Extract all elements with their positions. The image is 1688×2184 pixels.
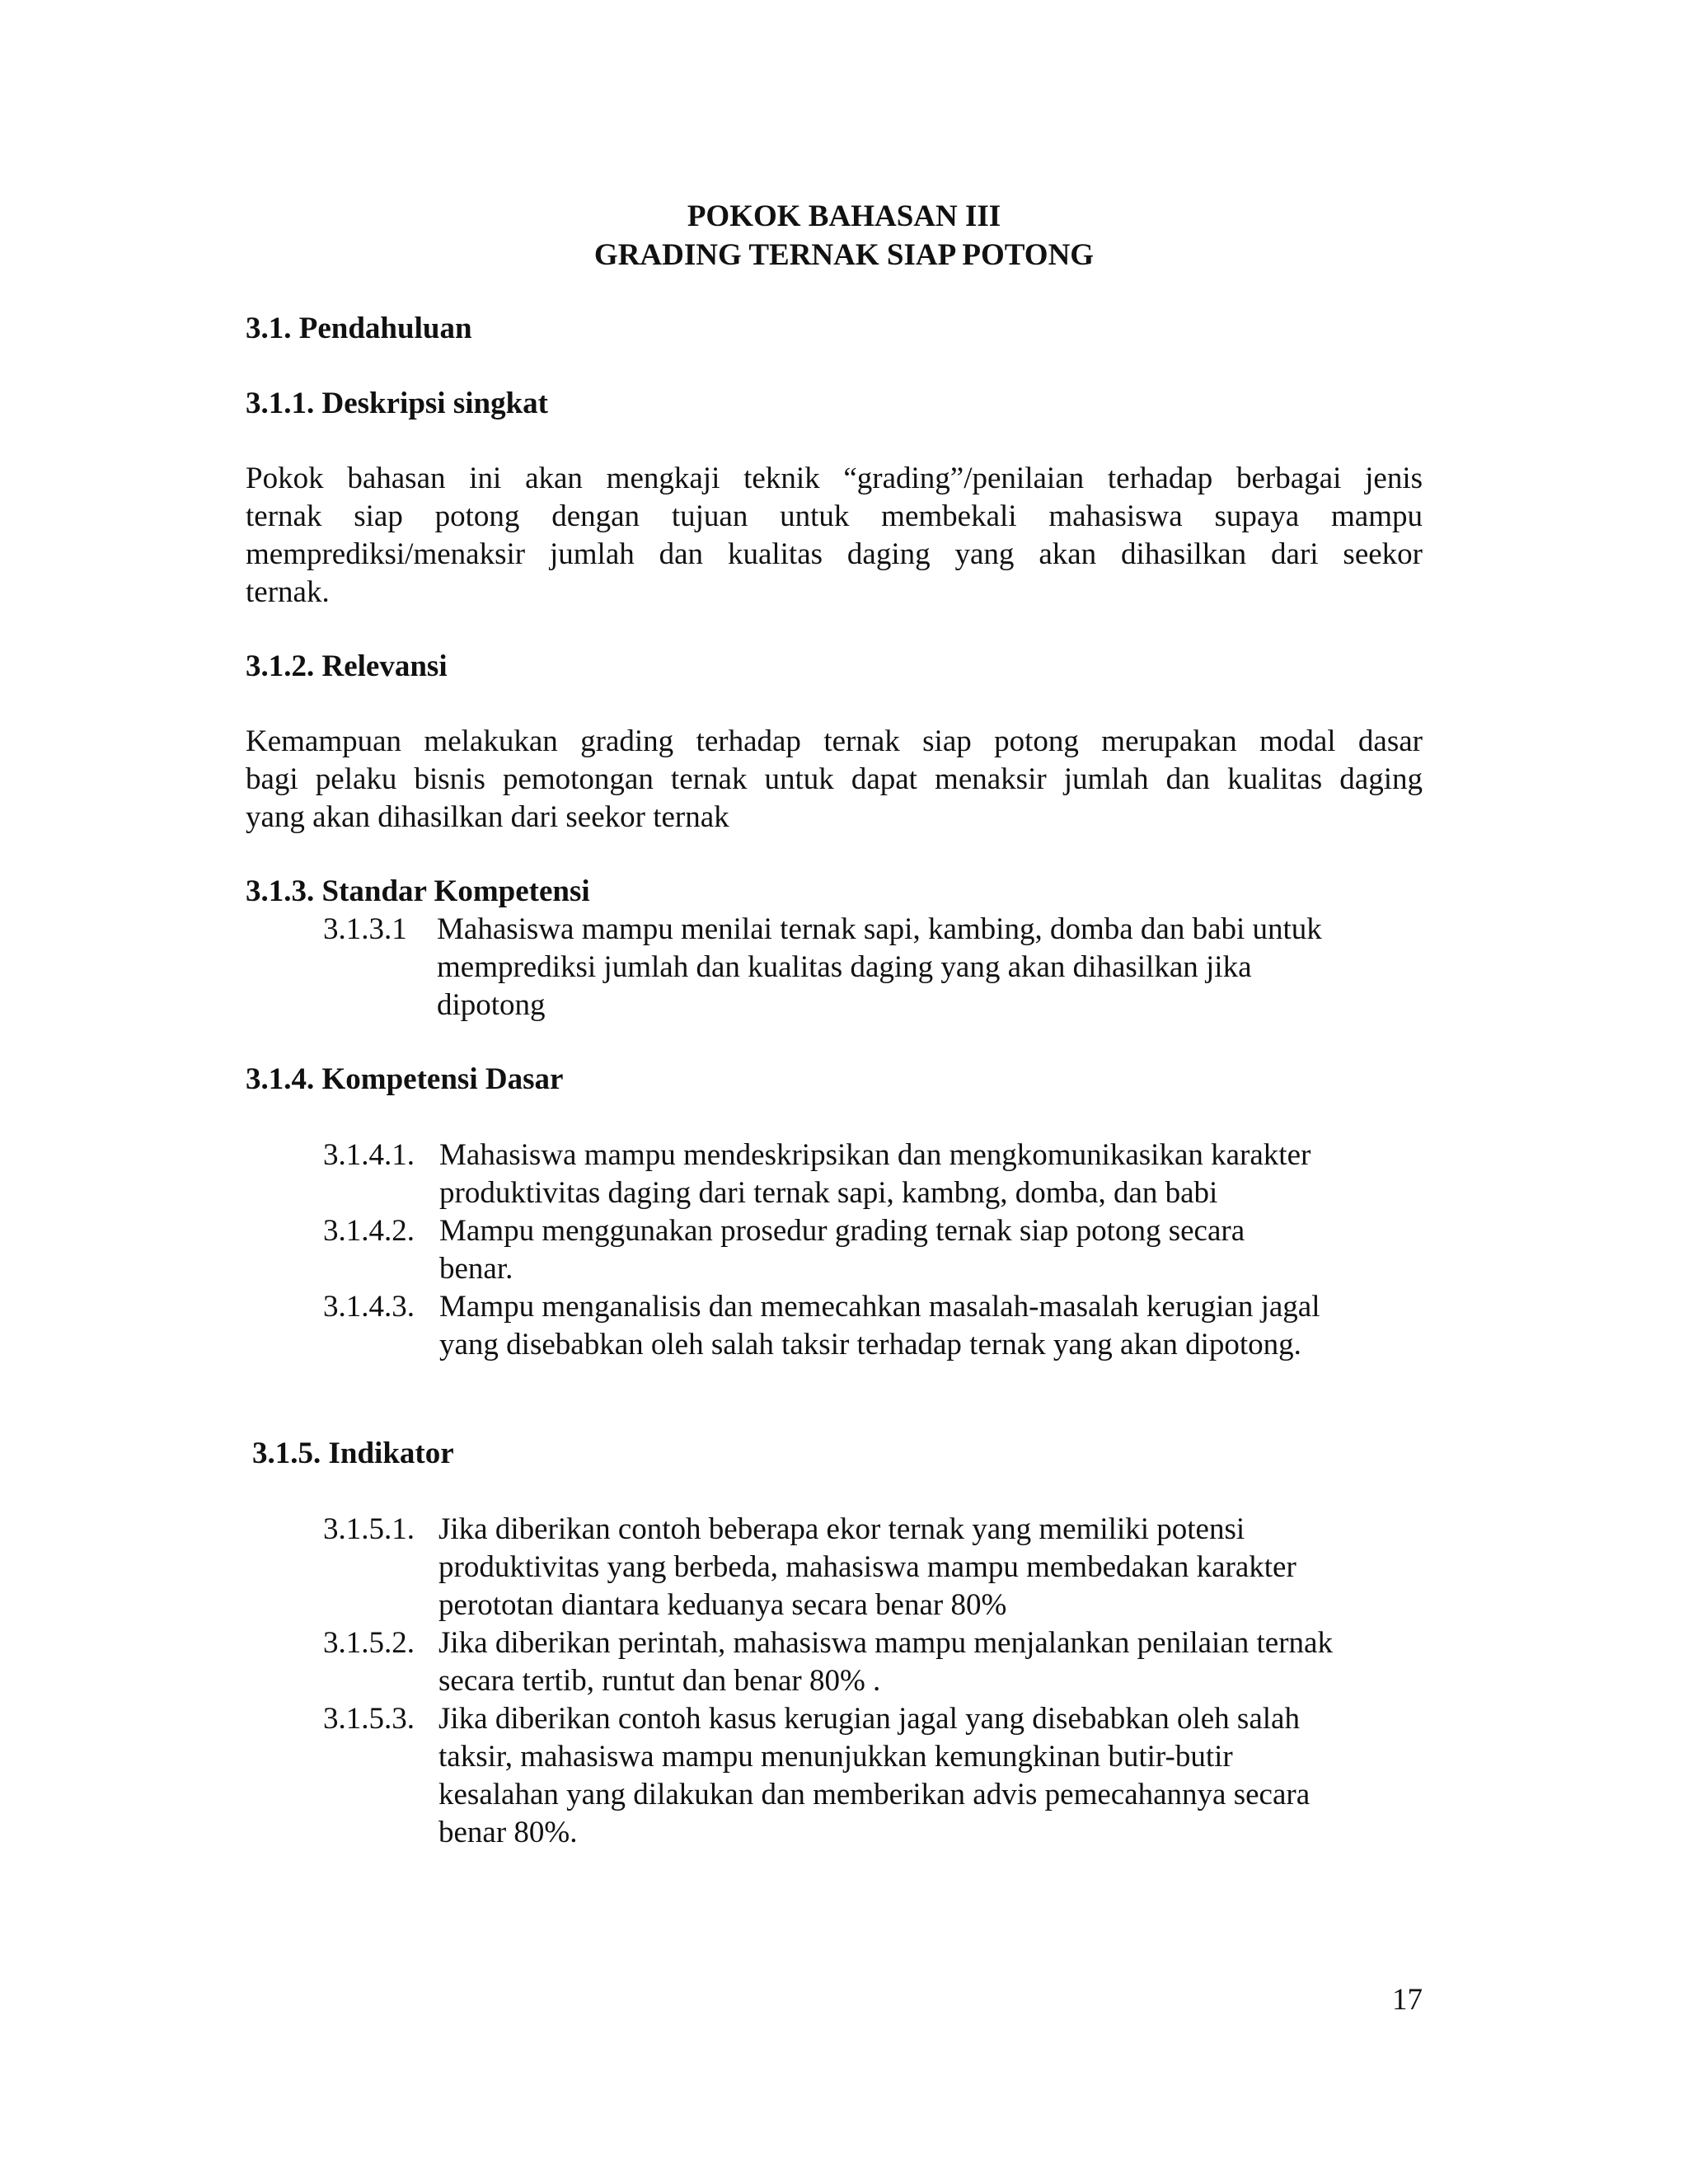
paragraph-line: ternak siap potong dengan tujuan untuk membekali mahasiswa supaya mampu bbox=[246, 499, 1423, 533]
paragraph-line: memprediksi/menaksir jumlah dan kualitas daging yang akan dihasilkan dari seekor bbox=[246, 537, 1423, 571]
list-item-line: produktivitas daging dari ternak sapi, kambng, domba, dan babi bbox=[439, 1176, 1218, 1210]
chapter-subtitle: GRADING TERNAK SIAP POTONG bbox=[593, 238, 1095, 272]
section-heading-kompetensi-dasar: 3.1.4. Kompetensi Dasar bbox=[246, 1062, 564, 1096]
list-item bbox=[323, 1288, 1411, 1364]
list-item-number: 3.1.4.1. bbox=[323, 1138, 415, 1172]
list-item bbox=[323, 1624, 1411, 1700]
list-item-line: dipotong bbox=[437, 988, 546, 1022]
list-item bbox=[323, 1511, 1411, 1624]
paragraph-deskripsi bbox=[246, 460, 1423, 612]
list-item-text bbox=[438, 1624, 1333, 1700]
list-item-line: perototan diantara keduanya secara benar 80% bbox=[438, 1588, 1007, 1622]
paragraph-line: bagi pelaku bisnis pemotongan ternak untuk dapat menaksir jumlah dan kualitas daging bbox=[246, 762, 1423, 796]
section-heading-indikator: 3.1.5. Indikator bbox=[252, 1436, 454, 1470]
list-item-text bbox=[438, 1700, 1310, 1852]
list-item-line: Mahasiswa mampu mendeskripsikan dan mengkomunikasikan karakter bbox=[439, 1138, 1311, 1172]
list-item bbox=[323, 1137, 1411, 1212]
list-item-line: secara tertib, runtut dan benar 80% . bbox=[438, 1664, 881, 1698]
section-heading-deskripsi: 3.1.1. Deskripsi singkat bbox=[246, 387, 548, 420]
paragraph-relevansi bbox=[246, 723, 1423, 837]
list-item-number: 3.1.4.2. bbox=[323, 1214, 415, 1248]
list-item-text bbox=[439, 1288, 1320, 1364]
list-item-line: Jika diberikan perintah, mahasiswa mampu menjalankan penilaian ternak bbox=[438, 1626, 1333, 1660]
list-item-number: 3.1.4.3. bbox=[323, 1290, 415, 1324]
list-item-line: benar 80%. bbox=[438, 1816, 578, 1849]
list-item-text bbox=[439, 1137, 1311, 1212]
list-item-line: Jika diberikan contoh kasus kerugian jagal yang disebabkan oleh salah bbox=[438, 1702, 1300, 1736]
chapter-title: POKOK BAHASAN III bbox=[687, 199, 1001, 233]
list-item-line: taksir, mahasiswa mampu menunjukkan kemungkinan butir-butir bbox=[438, 1740, 1233, 1774]
list-item bbox=[323, 1212, 1411, 1288]
section-heading-pendahuluan: 3.1. Pendahuluan bbox=[246, 312, 472, 345]
paragraph-line: yang akan dihasilkan dari seekor ternak bbox=[246, 800, 729, 834]
list-item-number: 3.1.5.1. bbox=[323, 1512, 415, 1546]
list-item-line: Mahasiswa mampu menilai ternak sapi, kambing, domba dan babi untuk bbox=[437, 912, 1322, 946]
list-item-text bbox=[439, 1212, 1245, 1288]
list-item-number: 3.1.5.3. bbox=[323, 1702, 415, 1736]
list-item-line: kesalahan yang dilakukan dan memberikan advis pemecahannya secara bbox=[438, 1778, 1311, 1811]
list-item-text bbox=[438, 1511, 1296, 1624]
list-item bbox=[323, 911, 1411, 1026]
paragraph-line: Pokok bahasan ini akan mengkaji teknik “grading”/penilaian terhadap berbagai jenis bbox=[246, 462, 1423, 495]
page-number: 17 bbox=[1392, 1983, 1423, 2017]
section-heading-standar-kompetensi: 3.1.3. Standar Kompetensi bbox=[246, 874, 590, 908]
section-heading-relevansi: 3.1.2. Relevansi bbox=[246, 649, 448, 683]
paragraph-line: Kemampuan melakukan grading terhadap ternak siap potong merupakan modal dasar bbox=[246, 724, 1423, 758]
list-item-line: memprediksi jumlah dan kualitas daging yang akan dihasilkan jika bbox=[437, 950, 1252, 984]
list-item-line: produktivitas yang berbeda, mahasiswa mampu membedakan karakter bbox=[438, 1550, 1296, 1584]
list-item bbox=[323, 1700, 1411, 1852]
list-item-line: Mampu menggunakan prosedur grading ternak siap potong secara bbox=[439, 1214, 1245, 1248]
list-item-number: 3.1.3.1 bbox=[323, 912, 407, 946]
list-item-line: Jika diberikan contoh beberapa ekor ternak yang memiliki potensi bbox=[438, 1512, 1245, 1546]
list-item-text bbox=[437, 911, 1322, 1024]
paragraph-line: ternak. bbox=[246, 575, 330, 609]
list-item-number: 3.1.5.2. bbox=[323, 1626, 415, 1660]
list-item-line: benar. bbox=[439, 1252, 513, 1286]
list-item-line: Mampu menganalisis dan memecahkan masalah-masalah kerugian jagal bbox=[439, 1290, 1320, 1324]
list-item-line: yang disebabkan oleh salah taksir terhadap ternak yang akan dipotong. bbox=[439, 1328, 1301, 1361]
